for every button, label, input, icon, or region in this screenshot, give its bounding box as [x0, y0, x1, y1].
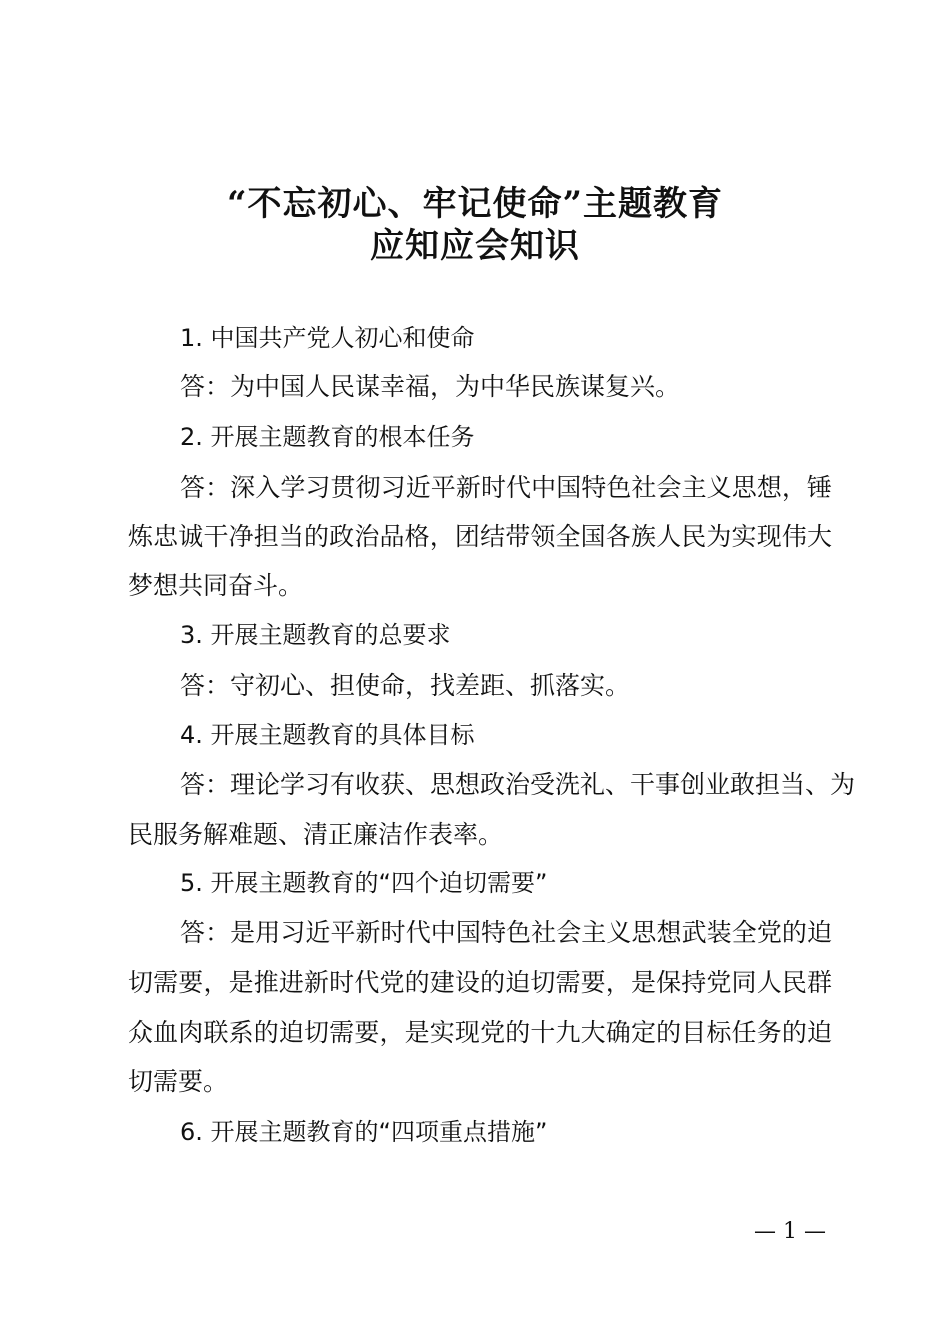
answer-4-line-1: 答：理论学习有收获、思想政治受洗礼、干事创业敢担当、为 — [180, 770, 856, 799]
question-5: 5. 开展主题教育的“四个迫切需要” — [180, 869, 548, 897]
answer-5-line-4: 切需要。 — [128, 1067, 229, 1096]
answer-5-line-3: 众血肉联系的迫切需要，是实现党的十九大确定的目标任务的迫 — [128, 1018, 832, 1047]
answer-2-line-1: 答：深入学习贯彻习近平新时代中国特色社会主义思想，锤 — [180, 473, 832, 502]
answer-3-line-1: 答：守初心、担使命，找差距、抓落实。 — [180, 671, 631, 700]
answer-1-line-1: 答：为中国人民谋幸福，为中华民族谋复兴。 — [180, 372, 681, 401]
answer-2-line-3: 梦想共同奋斗。 — [128, 571, 304, 600]
answer-4-line-2: 民服务解难题、清正廉洁作表率。 — [128, 820, 504, 849]
question-2: 2. 开展主题教育的根本任务 — [180, 423, 475, 451]
answer-5-line-2: 切需要，是推进新时代党的建设的迫切需要，是保持党同人民群 — [128, 968, 832, 997]
page-number: — 1 — — [754, 1219, 826, 1244]
answer-2-line-2: 炼忠诚干净担当的政治品格，团结带领全国各族人民为实现伟大 — [128, 522, 832, 551]
document-title-line-1: “不忘初心、牢记使命”主题教育 — [226, 184, 724, 224]
question-6: 6. 开展主题教育的“四项重点措施” — [180, 1118, 548, 1146]
document-title-line-2: 应知应会知识 — [370, 226, 580, 266]
answer-5-line-1: 答：是用习近平新时代中国特色社会主义思想武装全党的迫 — [180, 918, 832, 947]
question-1: 1. 中国共产党人初心和使命 — [180, 324, 475, 352]
question-3: 3. 开展主题教育的总要求 — [180, 621, 451, 649]
question-4: 4. 开展主题教育的具体目标 — [180, 721, 475, 749]
